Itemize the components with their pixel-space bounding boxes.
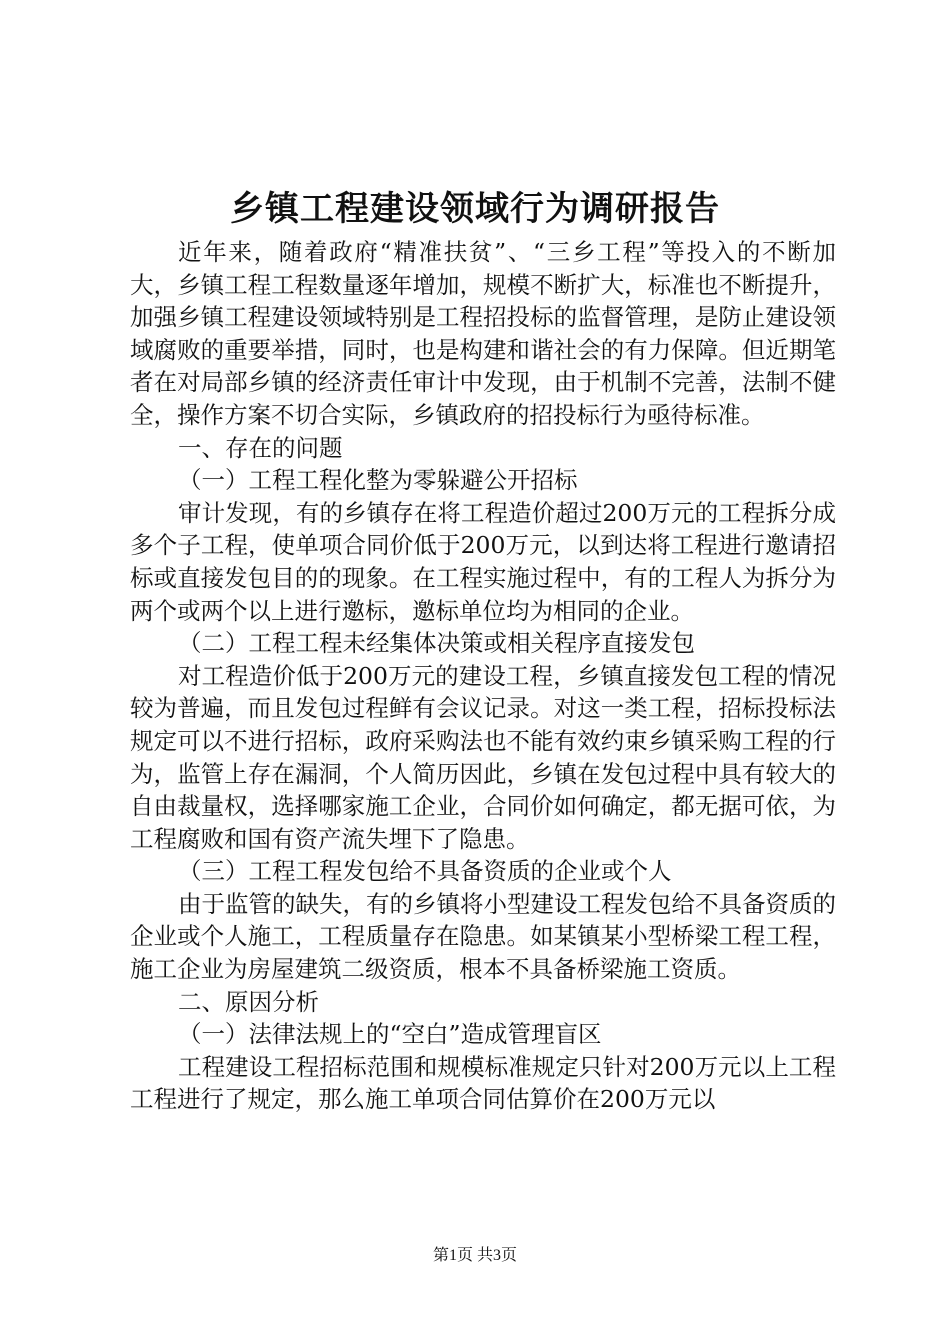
intro-paragraph: 近年来，随着政府“精准扶贫”、“三乡工程”等投入的不断加大，乡镇工程工程数量逐年增加，规模不断扩大，标准也不断提升，加强乡镇工程建设领域特别是工程招投标的监督管理，是防止建设领域腐败的重要举措，同时，也是构建和谐社会的有力保障。但近期笔者在对局部乡镇的经济责任审计中发现，由于机制不完善，法制不健全，操作方案不切合实际，乡镇政府的招投标行为亟待标准。	[130, 238, 836, 429]
section-heading: 一、存在的问题	[178, 433, 343, 462]
body-paragraph: 对工程造价低于200万元的建设工程，乡镇直接发包工程的情况较为普遍，而且发包过程鲜有会议记录。对这一类工程，招标投标法规定可以不进行招标，政府采购法也不能有效约束乡镇采购工程的行为，监管上存在漏洞，个人简历因此，乡镇在发包过程中具有较大的自由裁量权，选择哪家施工企业，合同价如何确定，都无据可依，为工程腐败和国有资产流失埋下了隐患。	[130, 661, 836, 853]
subsection-heading: （一）工程工程化整为零躲避公开招标	[178, 466, 578, 495]
document-body	[130, 236, 836, 1116]
subsection-heading: （二）工程工程未经集体决策或相关程序直接发包	[178, 629, 695, 658]
body-paragraph: 审计发现，有的乡镇存在将工程造价超过200万元的工程拆分成多个子工程，使单项合同价低于200万元，以到达将工程进行邀请招标或直接发包目的的现象。在工程实施过程中，有的工程人为拆分为两个或两个以上进行邀标，邀标单位均为相同的企业。	[130, 498, 836, 625]
body-paragraph: 由于监管的缺失，有的乡镇将小型建设工程发包给不具备资质的企业或个人施工，工程质量存在隐患。如某镇某小型桥梁工程工程，施工企业为房屋建筑二级资质，根本不具备桥梁施工资质。	[130, 889, 836, 984]
section-heading: 二、原因分析	[178, 987, 319, 1016]
document-title: 乡镇工程建设领域行为调研报告	[230, 189, 720, 229]
subsection-heading: （一）法律法规上的“空白”造成管理盲区	[178, 1020, 602, 1049]
subsection-heading: （三）工程工程发包给不具备资质的企业或个人	[178, 857, 672, 886]
page-footer: 第1页 共3页	[432, 1247, 517, 1264]
body-paragraph: 工程建设工程招标范围和规模标准规定只针对200万元以上工程工程进行了规定，那么施工单项合同估算价在200万元以	[130, 1052, 836, 1114]
